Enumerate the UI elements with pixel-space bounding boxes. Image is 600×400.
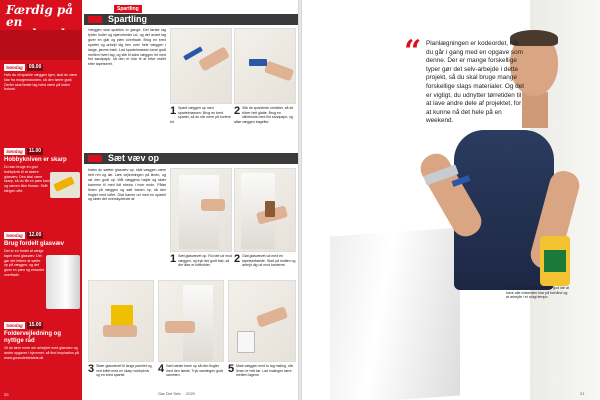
step-bot-3 — [88, 364, 154, 378]
page-number-left: 20 — [4, 392, 9, 397]
step-text: Glat glasvævet ud med en tapetsørbørste. Start på midten og arbejd dig ud mod kanterne. — [242, 254, 296, 267]
left-page — [0, 0, 298, 400]
time-badge: 09.00 — [28, 64, 42, 70]
step-text: Spartl væggen op med spartelmassen. Brug en bred spartel, så du når mere på kortere tid. — [170, 106, 231, 124]
sidebar-text: Vil du lære mere om arbejdet med glasvæv og andre opgaver i hjemmet, så find inspiration på www.gorandetdetdets.dk — [4, 346, 79, 360]
step-number: 2 — [234, 105, 241, 117]
glassfiber-roll-image — [46, 255, 80, 309]
sidebar-text: Det er en fordel at vælge tapet med glasvæv. Det gør det lettere at sætte op på væggen, og det giver en pæn og ensartet overflade. — [4, 249, 44, 277]
step-photo-cut — [88, 280, 154, 362]
step-text: Male væggen med to lag maling, når limen er helt tør. Lad malingen tørre mellem lagene. — [236, 364, 293, 377]
red-sidebar — [0, 0, 82, 400]
step-bot-5 — [228, 364, 296, 378]
step-top-1 — [170, 106, 232, 124]
step-mid-2 — [234, 254, 296, 268]
step-number: 4 — [158, 363, 165, 375]
step-number: 2 — [234, 253, 241, 265]
sidebar-heading: Brug fordelt glasvæv — [4, 241, 65, 247]
spartling-body-text: Væggen skal spartles to gange. Det første lag fylder huller og ujævnheder ud, og det andet lag giver en glat og pæn overflade. Brug en bred spartel og arbejd dig hen over hele væggen i lange, jævne træk. Lad spartelmassen tørre godt mellem hvert lag, og slib til sidst væggen let med fint sandpapir, så den er klar til at blive malet eller tapetseret. — [88, 28, 166, 67]
step-top-2 — [234, 106, 296, 124]
sidebar-text: Du kan bruge en god hobbykniv til at skære glasvæv. Den skal være skarp, så du får en pæn kant og væven ikke flosser. Skift klingen ofte. — [4, 165, 50, 193]
sidebar-heading: Hobbykniven er skarp — [4, 157, 67, 163]
day-tag: Søndag — [6, 233, 23, 238]
issue-year: 2020 — [186, 391, 195, 396]
day-tag: Søndag — [6, 149, 23, 154]
day-tag: Søndag — [6, 65, 23, 70]
time-badge: 15.00 — [28, 322, 42, 328]
spray-bottle-label — [544, 250, 566, 272]
step-photo-sand — [234, 28, 296, 104]
step-number: 1 — [170, 253, 177, 265]
step-photo-brush — [234, 168, 296, 252]
step-text: Sæt næste bane op så den flugter med den første. Tryk samlingen godt sammen. — [166, 364, 223, 377]
sidebar-title-line1: Færdig på — [6, 3, 74, 17]
photo-caption: Når du skal spartle, er det en god idé at have alle materialer klar på forhånd og at arbejde i et roligt tempo. — [506, 286, 569, 300]
day-tag: Søndag — [6, 323, 23, 328]
step-text: Skær glasvævet til langs panelet og ved loftet med en skarp hobbykniv og en bred spartel. — [96, 364, 152, 377]
step-mid-1 — [170, 254, 232, 268]
sidebar-heading: Foldervejledning og nyttige råd — [4, 331, 62, 344]
sidebar-header-band — [0, 30, 82, 60]
wallpaper-roll-image — [330, 227, 460, 400]
sidebar-text: Hvis du vil sparkle væggen igen, skal du være klar fra morgenstunden, så den tørrer godt. Derfor skal første lag helst være på inden frokost. — [4, 73, 78, 92]
magazine-name: Gør Det Selv — [158, 391, 182, 396]
step-bot-4 — [158, 364, 224, 378]
time-badge: 12.00 — [28, 232, 42, 238]
main-column — [84, 0, 298, 400]
step-photo-hang — [170, 168, 232, 252]
sidebar-title-line2: en — [6, 15, 23, 29]
hobby-knife-image — [50, 172, 80, 198]
step-photo-paint — [228, 280, 296, 362]
section-kicker: Spartling — [114, 5, 142, 13]
sidebar-section-1 — [4, 64, 80, 92]
step-text: Slib de sparklede områder, så de bliver helt glatte. Brug en slibeklods med fint sandpapir, og aftør væggen bagefter. — [234, 106, 294, 124]
saet-vaev-body-text: Inden du sætter glasvæv op, skal væggen være helt ren og tør. Læs vejledningen på limen, og rør den godt op. Mål væggens højde og skær banerne til med lidt ekstra i hver ende. Påfør limen på væggen og sæt banen op, så den flugter med loftet. Glat banen ud med en spartel og skær det overskydende af. — [88, 168, 166, 202]
page-number-right: 21 — [580, 391, 585, 396]
step-text: Sæt glasvævet op. Rul det ud mod væggen, og tryk det godt fast, så der ikke er luftbobler. — [178, 254, 233, 267]
quote-mark-icon: “ — [404, 34, 422, 69]
time-badge: 11.00 — [28, 148, 42, 154]
step-photo-spartle — [170, 28, 232, 104]
section-heading-saet-vaev-op: Sæt væv op — [84, 153, 298, 164]
pull-quote: Planlægningen er kodeordet, når du går i gang med en opgave som denne. Der er mange forskellige typer gør det selv-arbejde i dette projekt, så du skal bruge mange forskellige slags materialer. Og det er vigtigt, du udnytter tørretiden til at lave andre dele af projektet, for at kunne nå det hele på en weekend. — [426, 40, 525, 125]
step-number: 5 — [228, 363, 235, 375]
sidebar-section-4 — [4, 322, 80, 360]
step-number: 1 — [170, 105, 177, 117]
section-heading-spartling: Spartling — [84, 14, 298, 25]
step-number: 3 — [88, 363, 95, 375]
step-photo-join — [158, 280, 224, 362]
